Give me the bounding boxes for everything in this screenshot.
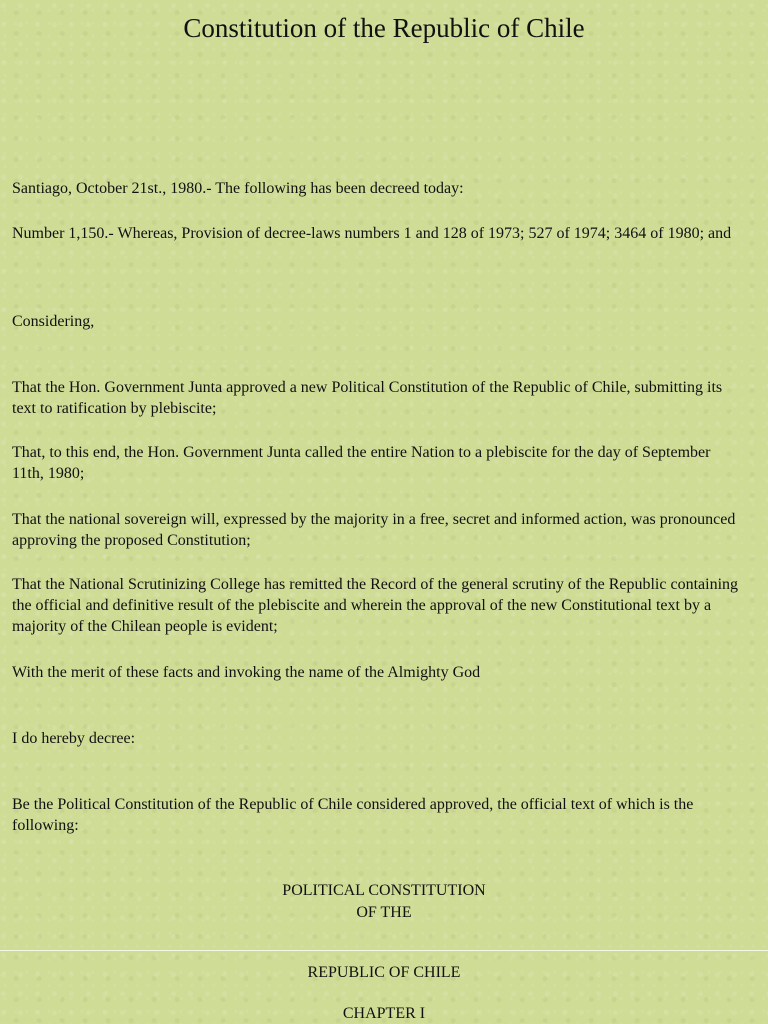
paragraph-number: Number 1,150.- Whereas, Provision of decree-laws numbers 1 and 128 of 1973; 527 of 1974; 3464 of 1980; and xyxy=(12,225,732,242)
paragraph-merit: With the merit of these facts and invoking the name of the Almighty God xyxy=(12,664,481,681)
paragraph-considering: Considering, xyxy=(12,313,95,330)
paragraph-sovereign-will: That the national sovereign will, expressed by the majority in a free, secret and informed action, was pronounced approving the proposed Constitution; xyxy=(12,511,736,549)
page-divider xyxy=(0,950,768,951)
heading-of-the: OF THE xyxy=(356,904,412,921)
document-title: Constitution of the Republic of Chile xyxy=(183,13,585,43)
paragraph-scrutinizing-college: That the National Scrutinizing College has remitted the Record of the general scrutiny of the Republic containing the official and definitive result of the plebiscite and wherein the approval of the new Constitutional text by a majority of the Chilean people is evident; xyxy=(12,576,739,635)
heading-chapter: CHAPTER I xyxy=(342,1005,426,1022)
paragraph-plebiscite-call: That, to this end, the Hon. Government Junta called the entire Nation to a plebiscite for the day of September 11th, 1980; xyxy=(12,444,711,482)
paragraph-date: Santiago, October 21st., 1980.- The following has been decreed today: xyxy=(12,180,464,197)
paragraph-junta-approved: That the Hon. Government Junta approved a new Political Constitution of the Republic of Chile, submitting its text to ratification by plebiscite; xyxy=(12,379,723,417)
heading-republic-of-chile: REPUBLIC OF CHILE xyxy=(307,964,461,981)
paragraph-approval: Be the Political Constitution of the Republic of Chile considered approved, the official text of which is the following: xyxy=(12,796,694,834)
heading-political-constitution: POLITICAL CONSTITUTION xyxy=(282,882,486,899)
paragraph-decree: I do hereby decree: xyxy=(12,730,136,747)
